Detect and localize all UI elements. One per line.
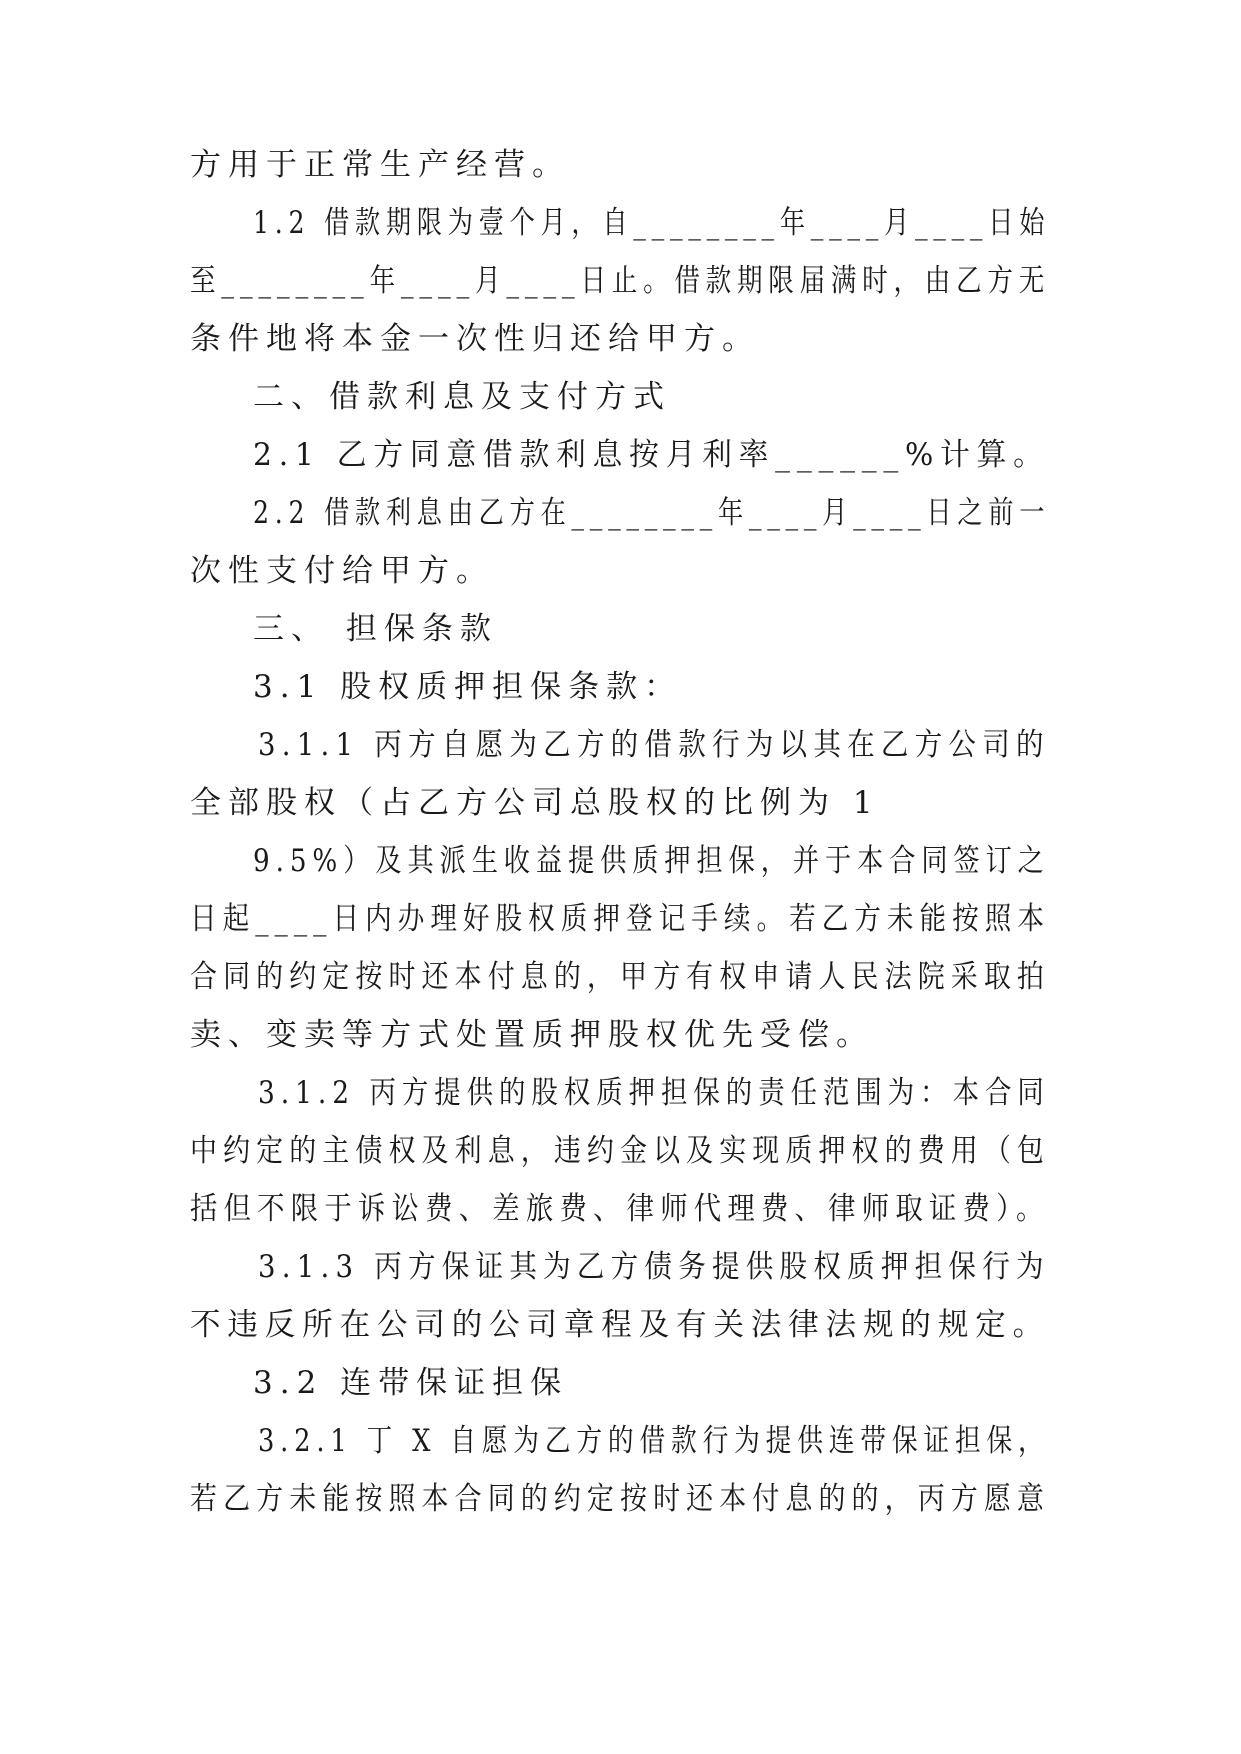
text-line	[0, 256, 1241, 306]
text-line	[0, 1184, 1241, 1234]
section-heading	[0, 604, 1241, 654]
text-line	[0, 894, 1241, 944]
line-text: 3.1 股权质押担保条款：	[253, 669, 683, 705]
line-text: 日起____日内办理好股权质押登记手续。若乙方未能按照本	[190, 901, 1050, 937]
line-text: 至________年____月____日止。借款期限届满时，由乙方无	[190, 263, 1050, 299]
text-line	[0, 662, 1241, 712]
text-line	[0, 1300, 1241, 1350]
text-line	[0, 778, 1241, 828]
line-text: 3.1.3 丙方保证其为乙方债务提供股权质押担保行为	[258, 1249, 1050, 1285]
line-text: 3.1.2 丙方提供的股权质押担保的责任范围为：本合同	[258, 1075, 1050, 1111]
line-text: 括但不限于诉讼费、差旅费、律师代理费、律师取证费）。	[190, 1191, 1050, 1227]
text-line	[0, 546, 1241, 596]
text-line	[0, 1068, 1241, 1118]
text-line	[0, 1358, 1241, 1408]
text-line	[0, 430, 1241, 480]
line-text: 合同的约定按时还本付息的，甲方有权申请人民法院采取拍	[190, 959, 1050, 995]
text-line	[0, 140, 1241, 190]
text-line	[0, 1242, 1241, 1292]
line-text: 方用于正常生产经营。	[190, 147, 570, 183]
text-line	[0, 720, 1241, 770]
text-line	[0, 1010, 1241, 1060]
line-text: 若乙方未能按照本合同的约定按时还本付息的的，丙方愿意	[190, 1481, 1050, 1517]
line-text: 卖、变卖等方式处置质押股权优先受偿。	[190, 1017, 874, 1053]
line-text: 9.5%）及其派生收益提供质押担保，并于本合同签订之	[253, 843, 1050, 879]
text-line	[0, 952, 1241, 1002]
line-text: 次性支付给甲方。	[190, 553, 494, 589]
line-text: 3.1.1 丙方自愿为乙方的借款行为以其在乙方公司的	[258, 727, 1050, 763]
text-line	[0, 836, 1241, 886]
text-line	[0, 198, 1241, 248]
line-text: 三、 担保条款	[253, 611, 498, 647]
line-text: 1.2 借款期限为壹个月，自________年____月____日始	[253, 205, 1051, 241]
line-text: 3.2.1 丁 X 自愿为乙方的借款行为提供连带保证担保，	[258, 1423, 1050, 1459]
text-line	[0, 1126, 1241, 1176]
line-text: 全部股权（占乙方公司总股权的比例为 1	[190, 785, 880, 821]
section-heading	[0, 372, 1241, 422]
line-text: 条件地将本金一次性归还给甲方。	[190, 321, 760, 357]
text-line	[0, 488, 1241, 538]
line-text: 中约定的主债权及利息，违约金以及实现质押权的费用（包	[190, 1133, 1050, 1169]
line-text: 2.2 借款利息由乙方在________年____月____日之前一	[253, 495, 1051, 531]
line-text: 2.1 乙方同意借款利息按月利率______%计算。	[253, 437, 1050, 473]
line-text: 二、借款利息及支付方式	[253, 379, 671, 415]
line-text: 3.2 连带保证担保	[253, 1365, 569, 1401]
text-line	[0, 314, 1241, 364]
text-line	[0, 1474, 1241, 1524]
text-line	[0, 1416, 1241, 1466]
line-text: 不违反所在公司的公司章程及有关法律法规的规定。	[190, 1307, 1050, 1343]
